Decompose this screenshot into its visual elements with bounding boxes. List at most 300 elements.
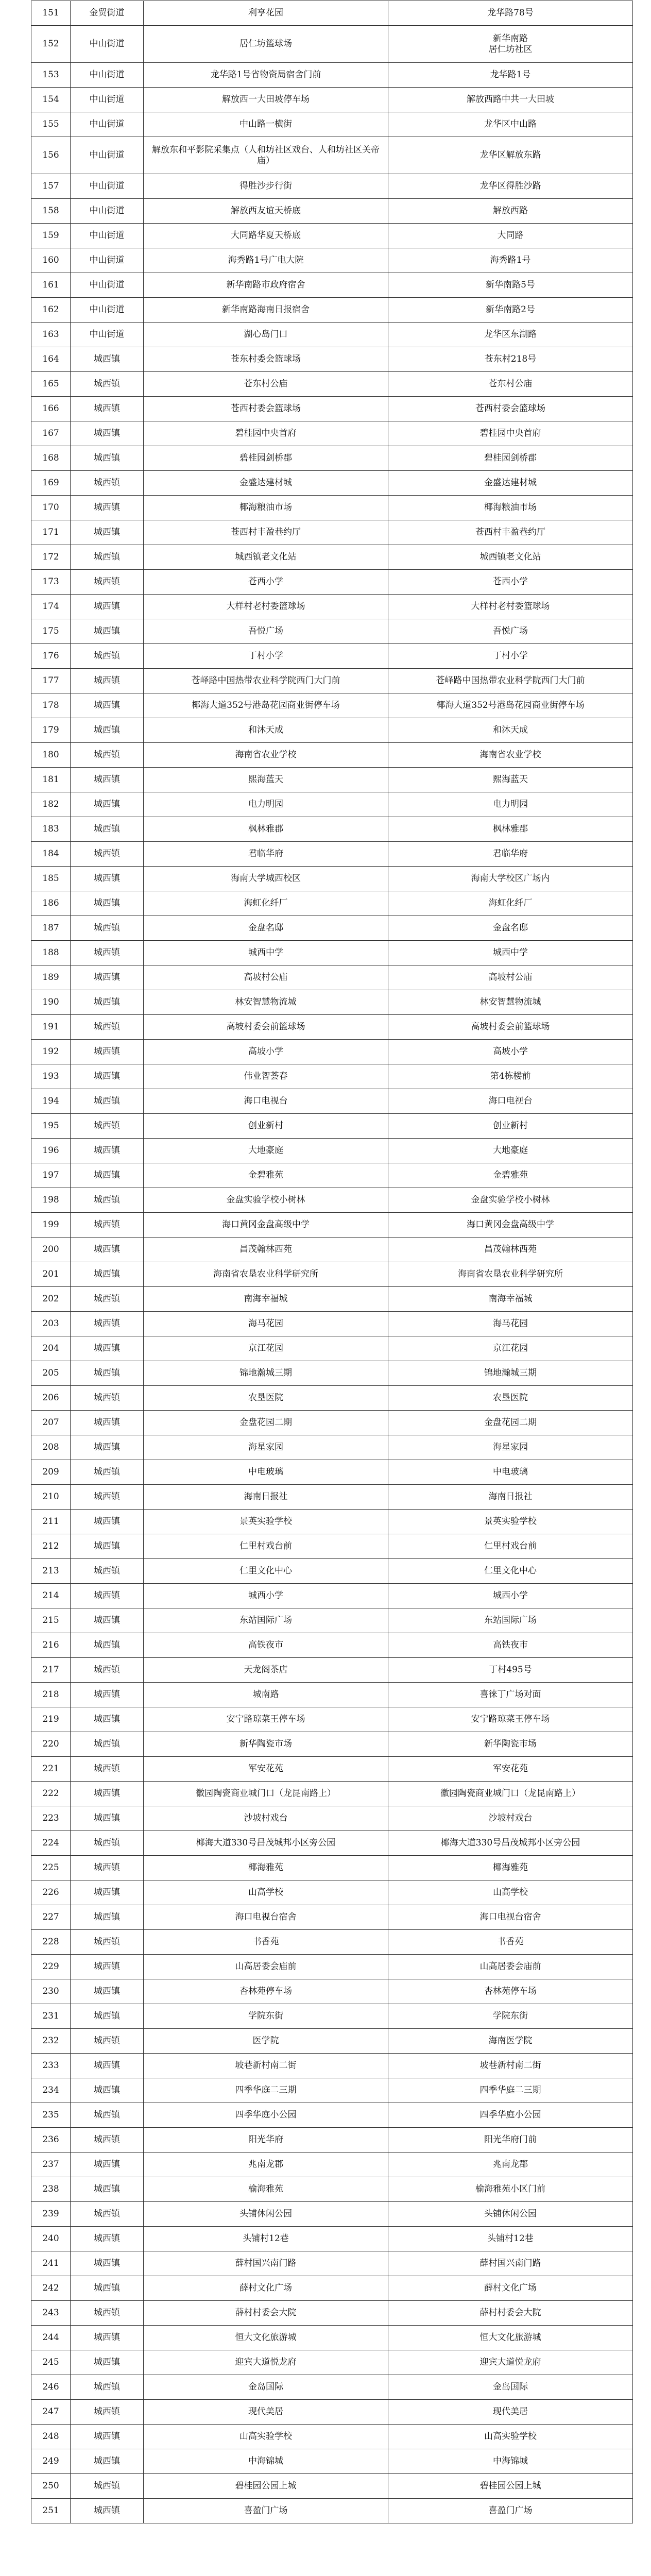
street-name: 城西镇 [71, 990, 144, 1015]
site-name: 椰海大道352号港岛花园商业街停车场 [144, 693, 388, 718]
site-name: 碧桂园公园上城 [144, 2474, 388, 2499]
site-name: 椰海大道330号昌茂城邦小区旁公园 [144, 1831, 388, 1856]
table-row [31, 817, 633, 842]
site-name: 高坡村委会前篮球场 [144, 1015, 388, 1040]
table-row [31, 1584, 633, 1608]
table-row [31, 2375, 633, 2400]
table-row [31, 1683, 633, 1707]
row-number: 246 [31, 2375, 71, 2400]
row-number: 220 [31, 1732, 71, 1757]
row-number: 182 [31, 792, 71, 817]
table-row [31, 63, 633, 88]
site-name: 徽园陶瓷商业城门口（龙昆南路上） [144, 1782, 388, 1806]
row-number: 173 [31, 570, 71, 595]
site-name: 薛村文化广场 [144, 2276, 388, 2301]
street-name: 城西镇 [71, 2153, 144, 2177]
site-name: 海星家园 [144, 1435, 388, 1460]
street-name: 城西镇 [71, 2326, 144, 2350]
site-name: 湖心岛门口 [144, 323, 388, 347]
site-name: 解放西一大田坡停车场 [144, 88, 388, 112]
street-name: 城西镇 [71, 1559, 144, 1584]
street-name: 城西镇 [71, 2128, 144, 2153]
table-row [31, 2449, 633, 2474]
site-name: 金盘名邸 [144, 916, 388, 941]
site-location: 解放西路 [388, 199, 633, 224]
row-number: 159 [31, 224, 71, 248]
street-name: 城西镇 [71, 644, 144, 669]
collection-sites-table [31, 1, 633, 2523]
row-number: 151 [31, 1, 71, 26]
table-row [31, 1905, 633, 1930]
table-body [31, 1, 633, 2523]
street-name: 城西镇 [71, 2276, 144, 2301]
street-name: 城西镇 [71, 792, 144, 817]
site-location: 海南省农垦农业科学研究所 [388, 1262, 633, 1287]
street-name: 城西镇 [71, 1064, 144, 1089]
street-name: 城西镇 [71, 619, 144, 644]
site-location: 第4栋楼前 [388, 1064, 633, 1089]
row-number: 217 [31, 1658, 71, 1683]
table-row [31, 1312, 633, 1336]
site-name: 四季华庭小公园 [144, 2103, 388, 2128]
table-row [31, 792, 633, 817]
site-location: 四季华庭二三期 [388, 2078, 633, 2103]
street-name: 城西镇 [71, 520, 144, 545]
table-row [31, 26, 633, 63]
site-location: 中电玻璃 [388, 1460, 633, 1485]
site-location: 海马花园 [388, 1312, 633, 1336]
site-name: 伟业智荟春 [144, 1064, 388, 1089]
street-name: 城西镇 [71, 842, 144, 867]
table-row [31, 1831, 633, 1856]
street-name: 城西镇 [71, 347, 144, 372]
site-location: 昌茂翰林西苑 [388, 1238, 633, 1262]
table-row [31, 1633, 633, 1658]
table-row [31, 1040, 633, 1064]
site-name: 薛村村委会大院 [144, 2301, 388, 2326]
row-number: 248 [31, 2425, 71, 2449]
table-row [31, 2128, 633, 2153]
table-row [31, 965, 633, 990]
street-name: 城西镇 [71, 595, 144, 619]
table-row [31, 768, 633, 792]
site-location: 京江花园 [388, 1336, 633, 1361]
table-row [31, 990, 633, 1015]
row-number: 179 [31, 718, 71, 743]
site-location: 头铺休闲公园 [388, 2202, 633, 2227]
row-number: 227 [31, 1905, 71, 1930]
site-location: 海南省农业学校 [388, 743, 633, 768]
site-location: 学院东街 [388, 2004, 633, 2029]
row-number: 225 [31, 1856, 71, 1880]
site-location: 海南日报社 [388, 1485, 633, 1510]
row-number: 214 [31, 1584, 71, 1608]
row-number: 234 [31, 2078, 71, 2103]
table-row [31, 1089, 633, 1114]
row-number: 163 [31, 323, 71, 347]
site-name: 苍西村丰盈巷约厅 [144, 520, 388, 545]
site-name: 景英实验学校 [144, 1510, 388, 1534]
table-row [31, 2251, 633, 2276]
site-location: 山高居委会庙前 [388, 1955, 633, 1979]
site-name: 碧桂园中央首府 [144, 421, 388, 446]
table-row [31, 941, 633, 965]
row-number: 167 [31, 421, 71, 446]
table-row [31, 1114, 633, 1139]
street-name: 城西镇 [71, 1139, 144, 1163]
row-number: 219 [31, 1707, 71, 1732]
site-name: 居仁坊篮球场 [144, 26, 388, 63]
row-number: 228 [31, 1930, 71, 1955]
site-name: 海南省农业学校 [144, 743, 388, 768]
table-row [31, 1955, 633, 1979]
street-name: 城西镇 [71, 1188, 144, 1213]
site-location: 薛村国兴南门路 [388, 2251, 633, 2276]
site-location: 仁里村戏台前 [388, 1534, 633, 1559]
table-row [31, 669, 633, 693]
table-row [31, 446, 633, 471]
site-location: 大样村老村委篮球场 [388, 595, 633, 619]
site-name: 榆海雅苑 [144, 2177, 388, 2202]
table-row [31, 1485, 633, 1510]
site-name: 现代美居 [144, 2400, 388, 2425]
site-location: 金盘实验学校小树林 [388, 1188, 633, 1213]
street-name: 城西镇 [71, 496, 144, 520]
street-name: 中山街道 [71, 63, 144, 88]
row-number: 184 [31, 842, 71, 867]
site-location: 创业新村 [388, 1114, 633, 1139]
table-row [31, 421, 633, 446]
street-name: 城西镇 [71, 965, 144, 990]
street-name: 城西镇 [71, 693, 144, 718]
site-name: 椰海雅苑 [144, 1856, 388, 1880]
street-name: 中山街道 [71, 273, 144, 298]
site-name: 新华南路市政府宿舍 [144, 273, 388, 298]
table-row [31, 397, 633, 421]
street-name: 城西镇 [71, 2301, 144, 2326]
street-name: 金贸街道 [71, 1, 144, 26]
site-location: 海南医学院 [388, 2029, 633, 2054]
row-number: 222 [31, 1782, 71, 1806]
site-name: 新华陶瓷市场 [144, 1732, 388, 1757]
street-name: 城西镇 [71, 718, 144, 743]
site-name: 城西镇老文化站 [144, 545, 388, 570]
site-name: 大地豪庭 [144, 1139, 388, 1163]
row-number: 158 [31, 199, 71, 224]
site-location: 碧桂园中央首府 [388, 421, 633, 446]
table-row [31, 644, 633, 669]
site-name: 天龙阁茶店 [144, 1658, 388, 1683]
site-location: 中海锦城 [388, 2449, 633, 2474]
site-location: 高坡村公庙 [388, 965, 633, 990]
site-name: 迎宾大道悦龙府 [144, 2350, 388, 2375]
site-location: 金岛国际 [388, 2375, 633, 2400]
row-number: 245 [31, 2350, 71, 2375]
site-name: 城西中学 [144, 941, 388, 965]
site-name: 山高学校 [144, 1880, 388, 1905]
row-number: 203 [31, 1312, 71, 1336]
row-number: 215 [31, 1608, 71, 1633]
site-name: 海南省农垦农业科学研究所 [144, 1262, 388, 1287]
table-row [31, 2326, 633, 2350]
table-row [31, 2029, 633, 2054]
site-location: 丁村小学 [388, 644, 633, 669]
site-location: 苍西村丰盈巷约厅 [388, 520, 633, 545]
street-name: 城西镇 [71, 1782, 144, 1806]
row-number: 226 [31, 1880, 71, 1905]
street-name: 城西镇 [71, 545, 144, 570]
street-name: 城西镇 [71, 1262, 144, 1287]
row-number: 239 [31, 2202, 71, 2227]
site-location: 高坡村委会前篮球场 [388, 1015, 633, 1040]
site-location: 山高实验学校 [388, 2425, 633, 2449]
table-row [31, 372, 633, 397]
site-name: 苍西小学 [144, 570, 388, 595]
site-name: 解放东和平影院采集点（人和坊社区戏台、人和坊社区关帝庙） [144, 137, 388, 174]
table-row [31, 1880, 633, 1905]
table-row [31, 842, 633, 867]
table-row [31, 1608, 633, 1633]
table-row [31, 347, 633, 372]
site-name: 苍东村委会篮球场 [144, 347, 388, 372]
site-name: 仁里文化中心 [144, 1559, 388, 1584]
site-location: 徽园陶瓷商业城门口（龙昆南路上） [388, 1782, 633, 1806]
street-name: 城西镇 [71, 1015, 144, 1040]
site-location: 丁村495号 [388, 1658, 633, 1683]
site-name: 利亨花园 [144, 1, 388, 26]
street-name: 城西镇 [71, 1435, 144, 1460]
row-number: 171 [31, 520, 71, 545]
site-location: 海口黄冈金盘高级中学 [388, 1213, 633, 1238]
site-name: 丁村小学 [144, 644, 388, 669]
site-name: 椰海粮油市场 [144, 496, 388, 520]
street-name: 城西镇 [71, 1287, 144, 1312]
site-name: 学院东街 [144, 2004, 388, 2029]
row-number: 166 [31, 397, 71, 421]
row-number: 193 [31, 1064, 71, 1089]
site-location: 新华陶瓷市场 [388, 1732, 633, 1757]
street-name: 城西镇 [71, 1386, 144, 1411]
row-number: 209 [31, 1460, 71, 1485]
street-name: 城西镇 [71, 1856, 144, 1880]
street-name: 城西镇 [71, 1336, 144, 1361]
street-name: 城西镇 [71, 1510, 144, 1534]
street-name: 城西镇 [71, 2177, 144, 2202]
street-name: 城西镇 [71, 1312, 144, 1336]
site-name: 解放西友谊天桥底 [144, 199, 388, 224]
row-number: 207 [31, 1411, 71, 1435]
site-location: 龙华路1号 [388, 63, 633, 88]
table-row [31, 916, 633, 941]
site-name: 昌茂翰林西苑 [144, 1238, 388, 1262]
row-number: 175 [31, 619, 71, 644]
row-number: 243 [31, 2301, 71, 2326]
site-name: 东站国际广场 [144, 1608, 388, 1633]
site-name: 熙海蓝天 [144, 768, 388, 792]
site-name: 高坡小学 [144, 1040, 388, 1064]
street-name: 中山街道 [71, 298, 144, 323]
site-name: 农垦医院 [144, 1386, 388, 1411]
site-name: 大样村老村委篮球场 [144, 595, 388, 619]
site-location: 海秀路1号 [388, 248, 633, 273]
site-location: 喜盈门广场 [388, 2499, 633, 2523]
row-number: 156 [31, 137, 71, 174]
table-row [31, 1732, 633, 1757]
row-number: 232 [31, 2029, 71, 2054]
row-number: 237 [31, 2153, 71, 2177]
site-location: 海虹化纤厂 [388, 891, 633, 916]
site-location: 四季华庭小公园 [388, 2103, 633, 2128]
row-number: 240 [31, 2227, 71, 2251]
table-row [31, 1510, 633, 1534]
site-location: 军安花苑 [388, 1757, 633, 1782]
site-location: 城西镇老文化站 [388, 545, 633, 570]
row-number: 197 [31, 1163, 71, 1188]
site-location: 迎宾大道悦龙府 [388, 2350, 633, 2375]
row-number: 177 [31, 669, 71, 693]
site-location: 金碧雅苑 [388, 1163, 633, 1188]
row-number: 181 [31, 768, 71, 792]
table-row [31, 1336, 633, 1361]
table-row [31, 2227, 633, 2251]
table-row [31, 2474, 633, 2499]
site-name: 君临华府 [144, 842, 388, 867]
site-location: 仁里文化中心 [388, 1559, 633, 1584]
row-number: 216 [31, 1633, 71, 1658]
site-name: 吾悦广场 [144, 619, 388, 644]
row-number: 190 [31, 990, 71, 1015]
street-name: 城西镇 [71, 1880, 144, 1905]
table-row [31, 1262, 633, 1287]
site-name: 山高实验学校 [144, 2425, 388, 2449]
street-name: 中山街道 [71, 323, 144, 347]
street-name: 城西镇 [71, 1757, 144, 1782]
street-name: 城西镇 [71, 1460, 144, 1485]
table-row [31, 867, 633, 891]
row-number: 229 [31, 1955, 71, 1979]
site-name: 高坡村公庙 [144, 965, 388, 990]
site-location: 城西小学 [388, 1584, 633, 1608]
site-location: 农垦医院 [388, 1386, 633, 1411]
street-name: 城西镇 [71, 1089, 144, 1114]
street-name: 城西镇 [71, 1485, 144, 1510]
street-name: 城西镇 [71, 2004, 144, 2029]
street-name: 城西镇 [71, 817, 144, 842]
street-name: 中山街道 [71, 248, 144, 273]
table-row [31, 88, 633, 112]
site-name: 电力明园 [144, 792, 388, 817]
site-name: 城西小学 [144, 1584, 388, 1608]
street-name: 城西镇 [71, 1732, 144, 1757]
table-row [31, 2103, 633, 2128]
site-name: 苍峄路中国热带农业科学院西门大门前 [144, 669, 388, 693]
site-location: 君临华府 [388, 842, 633, 867]
site-name: 金盛达建材城 [144, 471, 388, 496]
table-row [31, 1238, 633, 1262]
table-row [31, 2202, 633, 2227]
row-number: 230 [31, 1979, 71, 2004]
table-row [31, 2400, 633, 2425]
site-location: 榆海雅苑小区门前 [388, 2177, 633, 2202]
row-number: 161 [31, 273, 71, 298]
site-name: 林安智慧物流城 [144, 990, 388, 1015]
site-location: 椰海大道352号港岛花园商业街停车场 [388, 693, 633, 718]
row-number: 185 [31, 867, 71, 891]
row-number: 235 [31, 2103, 71, 2128]
site-location: 熙海蓝天 [388, 768, 633, 792]
site-location: 龙华区东湖路 [388, 323, 633, 347]
site-name: 苍东村公庙 [144, 372, 388, 397]
row-number: 242 [31, 2276, 71, 2301]
site-location: 海口电视台宿舍 [388, 1905, 633, 1930]
site-name: 沙坡村戏台 [144, 1806, 388, 1831]
street-name: 城西镇 [71, 1584, 144, 1608]
document-page [31, 1, 632, 2523]
site-location: 新华南路2号 [388, 298, 633, 323]
street-name: 城西镇 [71, 1979, 144, 2004]
table-row [31, 1707, 633, 1732]
site-location: 喜徕丁广场对面 [388, 1683, 633, 1707]
street-name: 中山街道 [71, 137, 144, 174]
table-row [31, 2153, 633, 2177]
table-row [31, 199, 633, 224]
table-row [31, 174, 633, 199]
site-name: 医学院 [144, 2029, 388, 2054]
street-name: 城西镇 [71, 1238, 144, 1262]
table-row [31, 570, 633, 595]
table-row [31, 273, 633, 298]
site-location: 和沐天成 [388, 718, 633, 743]
street-name: 中山街道 [71, 26, 144, 63]
row-number: 180 [31, 743, 71, 768]
site-location: 海星家园 [388, 1435, 633, 1460]
row-number: 231 [31, 2004, 71, 2029]
row-number: 164 [31, 347, 71, 372]
site-name: 海秀路1号广电大院 [144, 248, 388, 273]
site-location: 新华南路5号 [388, 273, 633, 298]
row-number: 211 [31, 1510, 71, 1534]
street-name: 城西镇 [71, 2202, 144, 2227]
site-name: 恒大文化旅游城 [144, 2326, 388, 2350]
street-name: 城西镇 [71, 2449, 144, 2474]
table-row [31, 718, 633, 743]
street-name: 城西镇 [71, 1658, 144, 1683]
site-location: 椰海雅苑 [388, 1856, 633, 1880]
street-name: 城西镇 [71, 1213, 144, 1238]
table-row [31, 1460, 633, 1485]
street-name: 城西镇 [71, 2375, 144, 2400]
row-number: 200 [31, 1238, 71, 1262]
site-name: 安宁路琼菜王停车场 [144, 1707, 388, 1732]
street-name: 中山街道 [71, 112, 144, 137]
table-row [31, 2350, 633, 2375]
row-number: 191 [31, 1015, 71, 1040]
row-number: 155 [31, 112, 71, 137]
site-location: 恒大文化旅游城 [388, 2326, 633, 2350]
site-location: 书香苑 [388, 1930, 633, 1955]
street-name: 城西镇 [71, 941, 144, 965]
row-number: 223 [31, 1806, 71, 1831]
street-name: 中山街道 [71, 224, 144, 248]
street-name: 城西镇 [71, 867, 144, 891]
row-number: 169 [31, 471, 71, 496]
site-name: 海南大学城西校区 [144, 867, 388, 891]
row-number: 208 [31, 1435, 71, 1460]
row-number: 206 [31, 1386, 71, 1411]
site-name: 山高居委会庙前 [144, 1955, 388, 1979]
row-number: 172 [31, 545, 71, 570]
site-name: 中海锦城 [144, 2449, 388, 2474]
